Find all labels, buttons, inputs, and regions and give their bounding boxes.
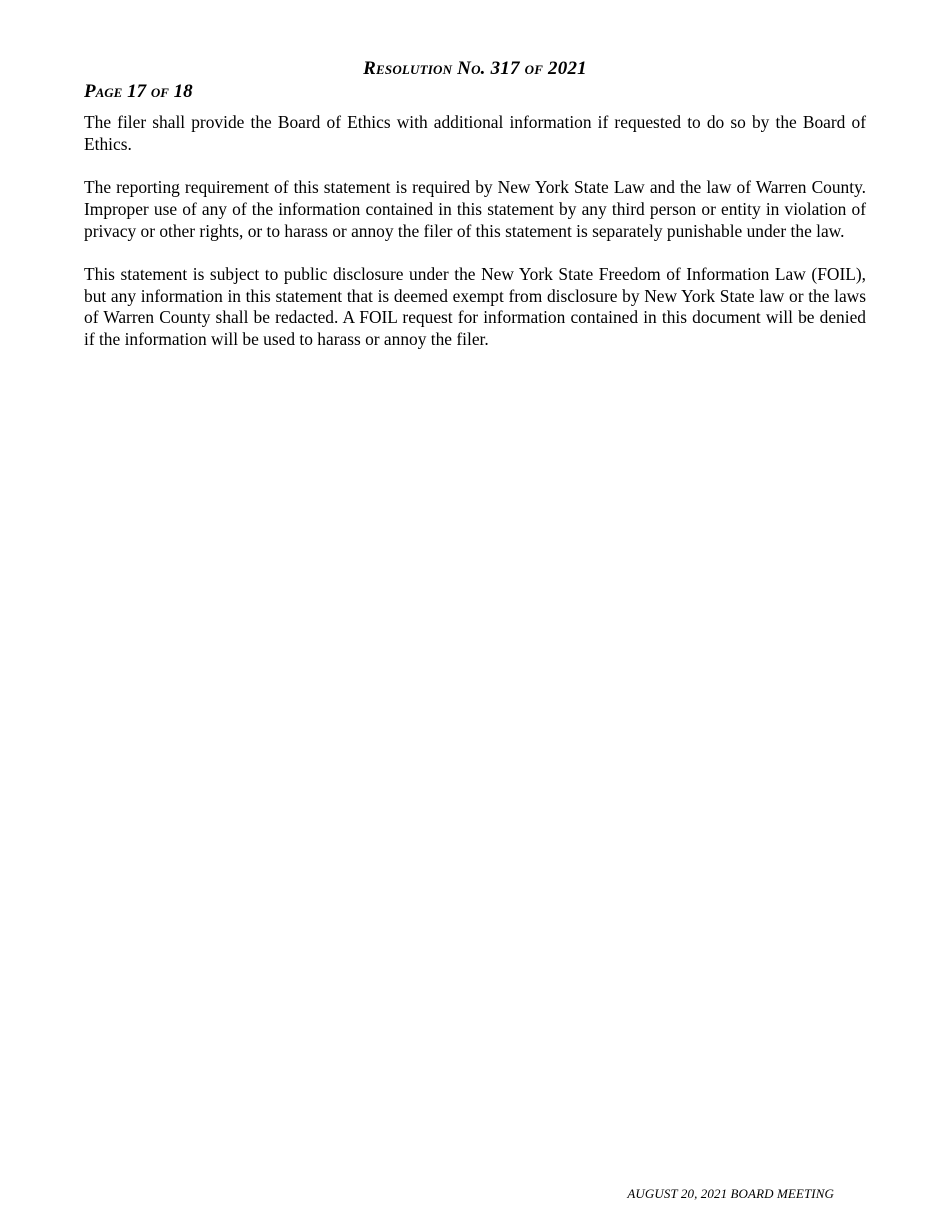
paragraph-additional-information: The filer shall provide the Board of Ethics with additional information if requested to do so by the Board of Ethics. <box>84 112 866 154</box>
paragraph-reporting-requirement: The reporting requirement of this statement is required by New York State Law and the law of Warren County. Improper use of any of the information contained in this statement by any third person or entity in violation of privacy or other rights, or to harass or annoy the filer of this statement is separately punishable under the law. <box>84 177 866 241</box>
resolution-title: Resolution No. 317 of 2021 <box>363 58 587 79</box>
page-number-label: Page 17 of 18 <box>84 81 193 102</box>
board-meeting-footer: AUGUST 20, 2021 BOARD MEETING <box>627 1186 834 1201</box>
paragraph-public-disclosure: This statement is subject to public disclosure under the New York State Freedom of Information Law (FOIL), but any information in this statement that is deemed exempt from disclosure by New York State law or the laws of Warren County shall be redacted. A FOIL request for information contained in this document will be denied if the information will be used to harass or annoy the filer. <box>84 263 866 349</box>
document-body <box>84 112 866 372</box>
